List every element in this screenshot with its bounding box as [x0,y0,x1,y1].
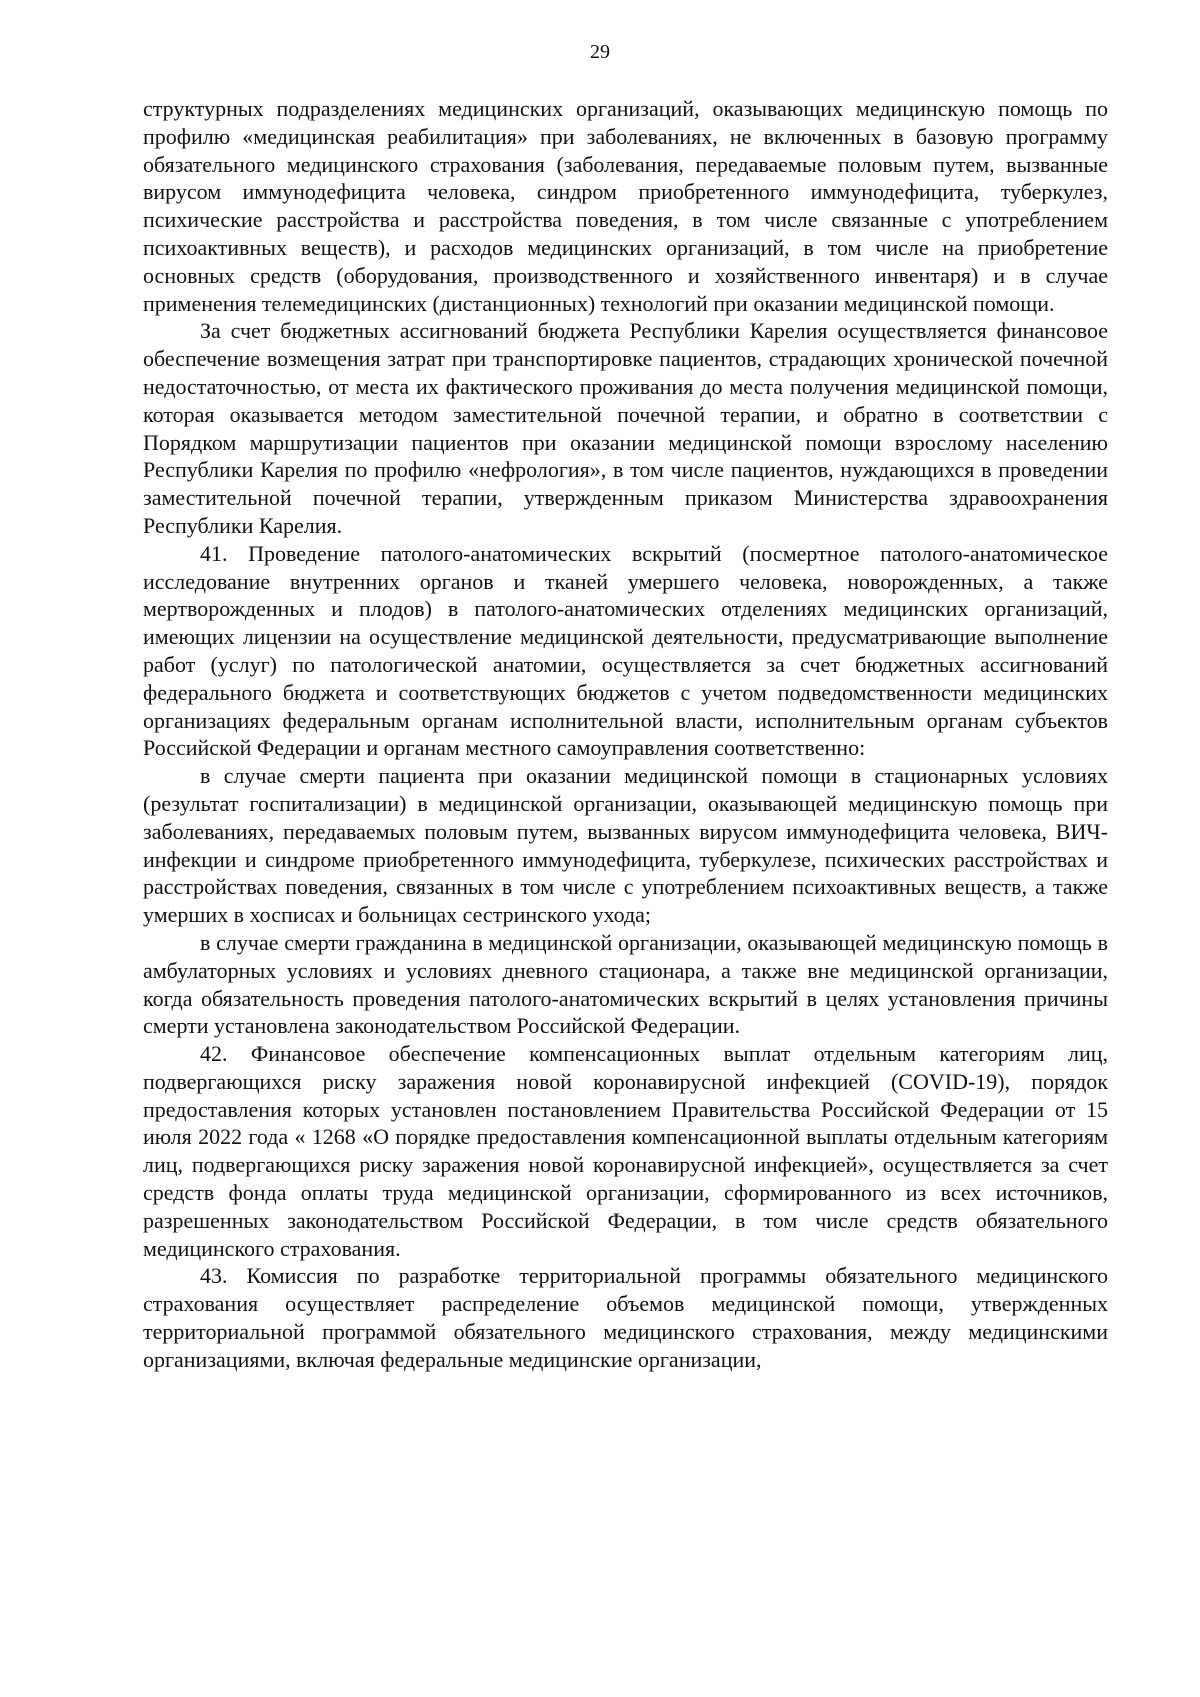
paragraph-continuation: структурных подразделениях медицинских организаций, оказывающих медицинскую помощь по профилю «медицинская реабилитация» при заболеваниях, не включенных в базовую программу обязательного медицинского страхования (заболевания, передаваемые половым путем, вызванные вирусом иммунодефицита человека, синдром приобретенного иммунодефицита, туберкулез, психические расстройства и расстройства поведения, в том числе связанные с употреблением психоактивных веществ), и расходов медицинских организаций, в том числе на приобретение основных средств (оборудования, производственного и хозяйственного инвентаря) и в случае применения телемедицинских (дистанционных) технологий при оказании медицинской помощи. [143,96,1108,316]
page-number: 29 [590,41,610,63]
paragraph-41-case-outpatient: в случае смерти гражданина в медицинской организации, оказывающей медицинскую помощь в амбулаторных условиях и условиях дневного стационара, а также вне медицинской организации, когда обязательность проведения патолого-анатомических вскрытий в целях установления причины смерти установлена законодательством Российской Федерации. [143,929,1108,1039]
paragraph-41: 41. Проведение патолого-анатомических вскрытий (посмертное патолого-анатомическое исследование внутренних органов и тканей умершего человека, новорожденных, а также мертворожденных и плодов) в патолого-анатомических отделениях медицинских организаций, имеющих лицензии на осуществление медицинской деятельности, предусматривающие выполнение работ (услуг) по патологической анатомии, осуществляется за счет бюджетных ассигнований федерального бюджета и соответствующих бюджетов с учетом подведомственности медицинских организациях федеральным органам исполнительной власти, исполнительным органам субъектов Российской Федерации и органам местного самоуправления соответственно: [143,540,1108,761]
paragraph-42: 42. Финансовое обеспечение компенсационных выплат отдельным категориям лиц, подвергающихся риску заражения новой коронавирусной инфекцией (COVID-19), порядок предоставления которых установлен постановлением Правительства Российской Федерации от 15 июля 2022 года « 1268 «О порядке предоставления компенсационной выплаты отдельным категориям лиц, подвергающихся риску заражения новой коронавирусной инфекцией», осуществляется за счет средств фонда оплаты труда медицинской организации, сформированного из всех источников, разрешенных законодательством Российской Федерации, в том числе средств обязательного медицинского страхования. [143,1041,1108,1261]
paragraph-41-case-inpatient: в случае смерти пациента при оказании медицинской помощи в стационарных условиях (результат госпитализации) в медицинской организации, оказывающей медицинскую помощь при заболеваниях, передаваемых половым путем, вызванных вирусом иммунодефицита человека, ВИЧ-инфекции и синдроме приобретенного иммунодефицита, туберкулезе, психических расстройствах и расстройствах поведения, связанных в том числе с употреблением психоактивных веществ, а также умерших в хосписах и больницах сестринского ухода; [143,763,1108,928]
paragraph-transport-financing: За счет бюджетных ассигнований бюджета Республики Карелия осуществляется финансовое обеспечение возмещения затрат при транспортировке пациентов, страдающих хронической почечной недостаточностью, от места их фактического проживания до места получения медицинской помощи, которая оказывается методом заместительной почечной терапии, и обратно в соответствии с Порядком маршрутизации пациентов при оказании медицинской помощи взрослому населению Республики Карелия по профилю «нефрология», в том числе пациентов, нуждающихся в проведении заместительной почечной терапии, утвержденным приказом Министерства здравоохранения Республики Карелия. [143,318,1108,538]
paragraph-43: 43. Комиссия по разработке территориальной программы обязательного медицинского страхования осуществляет распределение объемов медицинской помощи, утвержденных территориальной программой обязательного медицинского страхования, между медицинскими организациями, включая федеральные медицинские организации, [143,1263,1108,1372]
document-body [143,95,1108,1374]
